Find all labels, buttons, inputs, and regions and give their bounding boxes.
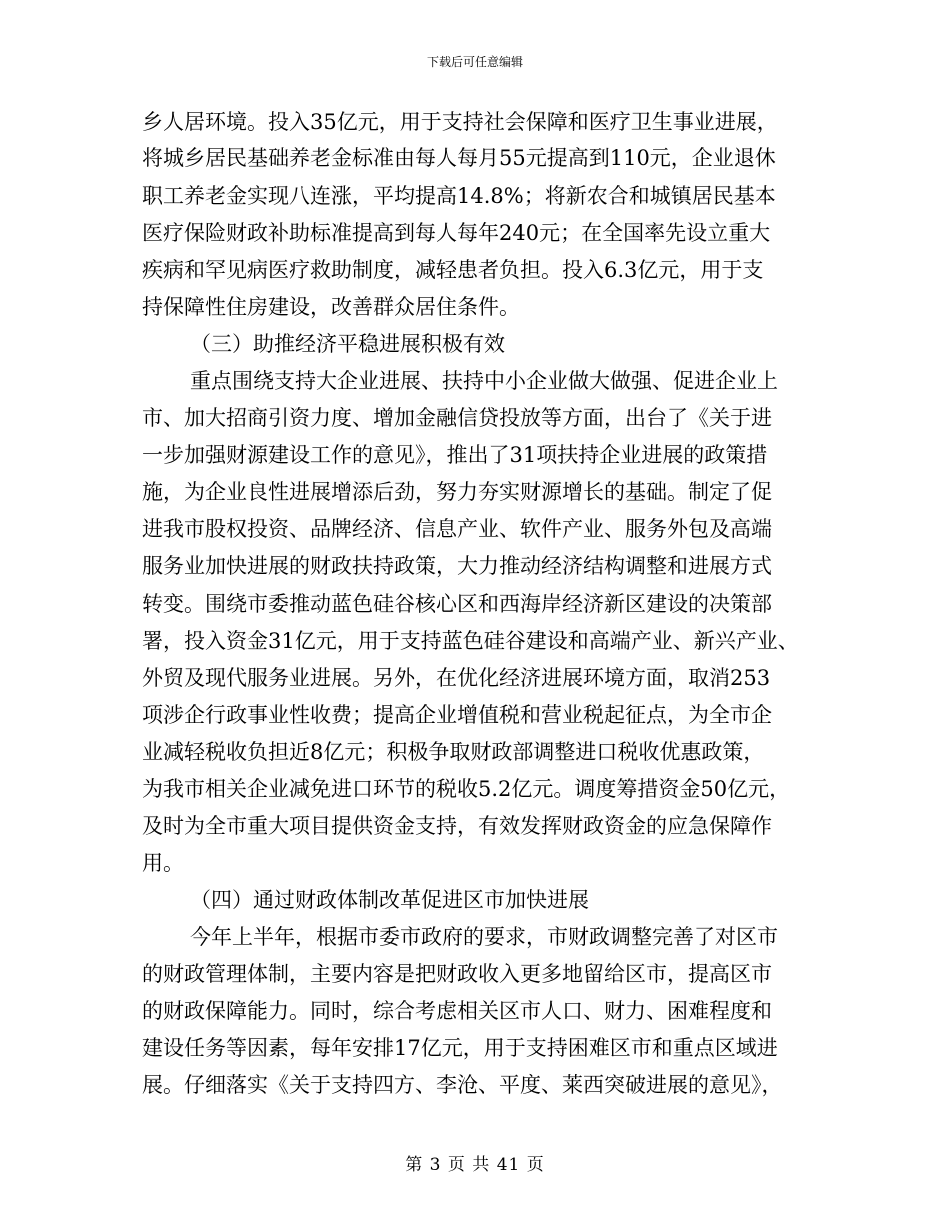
body-line: 为我市相关企业减免进口环节的税收5.2亿元。调度筹措资金50亿元， [142,777,791,801]
body-line: 重点围绕支持大企业进展、扶持中小企业做大做强、促进企业上 [190,369,778,393]
body-line: 一步加强财源建设工作的意见》，推出了31项扶持企业进展的政策措 [142,443,768,467]
body-line: 职工养老金实现八连涨，平均提高14.8%；将新农合和城镇居民基本 [142,184,776,208]
body-line: 将城乡居民基础养老金标准由每人每月55元提高到110元，企业退休 [142,146,776,170]
body-line: 项涉企行政事业性收费；提高企业增值税和营业税起征点，为全市企 [142,703,772,727]
section-heading: （四）通过财政体制改革促进区市加快进展 [190,888,589,912]
body-line: 及时为全市重大项目提供资金支持，有效发挥财政资金的应急保障作 [142,814,772,838]
body-line: 进我市股权投资、品牌经济、信息产业、软件产业、服务外包及高端 [142,517,772,541]
body-line: 今年上半年，根据市委市政府的要求，市财政调整完善了对区市 [190,925,778,949]
body-line: 建设任务等因素，每年安排17亿元，用于支持困难区市和重点区域进 [142,1036,778,1060]
body-line: 市、加大招商引资力度、增加金融信贷投放等方面，出台了《关于进 [142,406,772,430]
body-line: 服务业加快进展的财政扶持政策，大力推动经济结构调整和进展方式 [142,554,772,578]
body-line: 的财政保障能力。同时，综合考虑相关区市人口、财力、困难程度和 [142,999,772,1023]
body-line: 乡人居环境。投入35亿元，用于支持社会保障和医疗卫生事业进展， [142,110,778,134]
body-line: 用。 [142,851,184,875]
body-line: 疾病和罕见病医疗救助制度，减轻患者负担。投入6.3亿元，用于支 [142,258,764,282]
body-line: 医疗保险财政补助标准提高到每人每年240元；在全国率先设立重大 [142,221,771,245]
body-line: 的财政管理体制，主要内容是把财政收入更多地留给区市，提高区市 [142,962,772,986]
body-line: 署，投入资金31亿元，用于支持蓝色硅谷建设和高端产业、新兴产业、 [142,629,799,653]
body-line: 业减轻税收负担近8亿元；积极争取财政部调整进口税收优惠政策， [142,740,765,764]
body-line: 转变。围绕市委推动蓝色硅谷核心区和西海岸经济新区建设的决策部 [142,592,772,616]
page-number-footer: 第 3 页 共 41 页 [405,1155,545,1175]
body-line: 施，为企业良性进展增添后劲，努力夯实财源增长的基础。制定了促 [142,480,772,504]
page-header-note: 下载后可任意编辑 [426,55,523,69]
section-heading: （三）助推经济平稳进展积极有效 [190,332,505,356]
body-line: 外贸及现代服务业进展。另外，在优化经济进展环境方面，取消253 [142,666,771,690]
body-line: 持保障性住房建设，改善群众居住条件。 [142,295,520,319]
body-line: 展。仔细落实《关于支持四方、李沧、平度、莱西突破进展的意见》， [142,1073,783,1097]
